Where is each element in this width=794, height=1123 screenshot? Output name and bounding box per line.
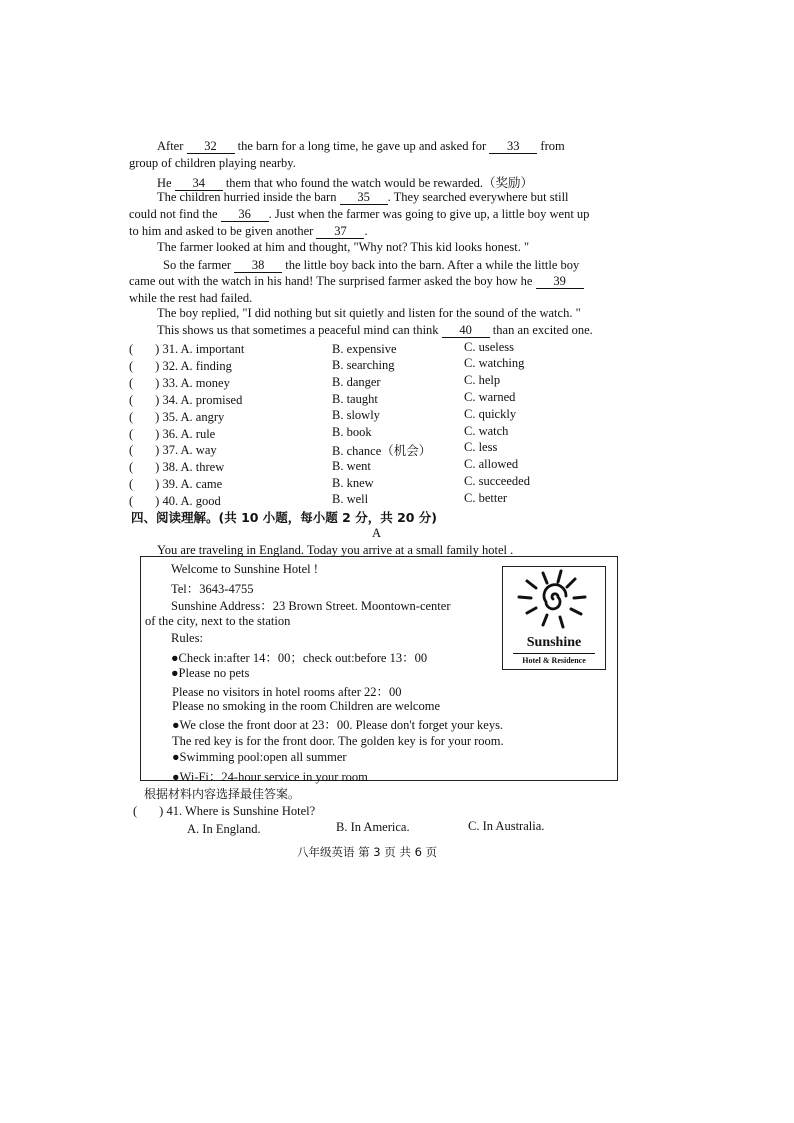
- q41-option-c: C. In Australia.: [468, 819, 545, 833]
- q34-option-b: B. taught: [332, 392, 378, 406]
- q37-option-b: B. chance（机会）: [332, 444, 432, 458]
- q32-option-b: B. searching: [332, 358, 395, 372]
- q38-option-c: C. allowed: [464, 457, 519, 471]
- q35-option-b: B. slowly: [332, 408, 380, 422]
- blank-33: 33: [489, 140, 537, 154]
- section-title: 四、阅读理解。(共 10 小题，每小题 2 分，共 20 分): [131, 510, 438, 525]
- hotel-tel: Tel：3643-4755: [171, 582, 254, 596]
- blank-36: 36: [221, 208, 269, 222]
- passage-line-9: came out with the watch in his hand! The surprised farmer asked the boy how he 39: [129, 274, 584, 289]
- logo-divider: [513, 653, 595, 654]
- passage-line-8: So the farmer 38 the little boy back into the barn. After a while the little boy: [163, 258, 580, 272]
- question-41: ( ) 41. Where is Sunshine Hotel?: [133, 804, 316, 818]
- passage-line-12: This shows us that sometimes a peaceful mind can think 40 than an excited one.: [157, 323, 593, 337]
- hotel-rules-label: Rules:: [171, 631, 203, 645]
- q34-option-c: C. warned: [464, 390, 516, 404]
- q33-option-b: B. danger: [332, 375, 381, 389]
- passage-line-11: The boy replied, "I did nothing but sit quietly and listen for the sound of the watch. ": [157, 306, 581, 320]
- q39-option-b: B. knew: [332, 476, 374, 490]
- question-39: ( ) 39. A. came: [129, 477, 223, 491]
- passage-line-5: could not find the 36 . Just when the farmer was going to give up, a little boy went up: [129, 207, 590, 221]
- blank-34: 34: [175, 177, 223, 191]
- question-35: ( ) 35. A. angry: [129, 410, 225, 424]
- part-letter: A: [372, 526, 382, 540]
- reading-intro: You are traveling in England. Today you arrive at a small family hotel .: [157, 543, 514, 557]
- blank-38: 38: [234, 259, 282, 273]
- blank-35: 35: [340, 191, 388, 205]
- q31-option-b: B. expensive: [332, 342, 397, 356]
- passage-line-3: He 34 them that who found the watch would be rewarded.（奖励）: [157, 176, 534, 190]
- q39-option-c: C. succeeded: [464, 474, 530, 488]
- question-38: ( ) 38. A. threw: [129, 460, 225, 474]
- q33-option-c: C. help: [464, 373, 501, 387]
- question-33: ( ) 33. A. money: [129, 376, 230, 390]
- q35-option-c: C. quickly: [464, 407, 517, 421]
- page-footer: 八年级英语 第 3 页 共 6 页: [297, 845, 438, 859]
- instruction: 根据材料内容选择最佳答案。: [144, 787, 301, 801]
- blank-39: 39: [536, 275, 584, 289]
- passage-line-6: to him and asked to be given another 37 .: [129, 224, 368, 238]
- q38-option-b: B. went: [332, 459, 371, 473]
- passage-line-4: The children hurried inside the barn 35 . They searched everywhere but still: [157, 190, 569, 204]
- question-37: ( ) 37. A. way: [129, 443, 217, 457]
- q36-option-c: C. watch: [464, 424, 509, 438]
- logo-subtitle: Hotel & Residence: [522, 656, 586, 665]
- hotel-rule-pets: ●Please no pets: [171, 666, 250, 680]
- q31-option-c: C. useless: [464, 340, 514, 354]
- passage-line-7: The farmer looked at him and thought, "Why not? This kid looks honest. ": [157, 240, 530, 254]
- hotel-rule-checkin: ●Check in:after 14：00；check out:before 13：00: [171, 651, 428, 665]
- sun-icon: [503, 567, 605, 633]
- hotel-rule-wifi: ●Wi-Fi：24-hour service in your room: [172, 770, 368, 784]
- blank-40: 40: [442, 324, 490, 338]
- question-32: ( ) 32. A. finding: [129, 359, 232, 373]
- question-40: ( ) 40. A. good: [129, 494, 221, 508]
- passage-line-10: while the rest had failed.: [129, 291, 253, 305]
- q32-option-c: C. watching: [464, 356, 525, 370]
- hotel-rule-smoking: Please no smoking in the room Children are welcome: [172, 699, 440, 713]
- question-36: ( ) 36. A. rule: [129, 427, 216, 441]
- hotel-rule-keys: The red key is for the front door. The golden key is for your room.: [172, 734, 504, 748]
- q40-option-b: B. well: [332, 492, 369, 506]
- hotel-rule-door: ●We close the front door at 23：00. Please don't forget your keys.: [172, 718, 504, 732]
- hotel-welcome: Welcome to Sunshine Hotel !: [171, 562, 318, 576]
- q41-option-a: A. In England.: [187, 822, 261, 836]
- hotel-rule-pool: ●Swimming pool:open all summer: [172, 750, 347, 764]
- q37-option-c: C. less: [464, 440, 498, 454]
- q36-option-b: B. book: [332, 425, 372, 439]
- blank-37: 37: [316, 225, 364, 239]
- sunshine-logo: [502, 566, 606, 670]
- q41-option-b: B. In America.: [336, 820, 410, 834]
- blank-32: 32: [187, 140, 235, 154]
- q40-option-c: C. better: [464, 491, 508, 505]
- hotel-address: Sunshine Address：23 Brown Street. Moontown-center: [171, 599, 451, 613]
- question-31: ( ) 31. A. important: [129, 342, 245, 356]
- passage-line-2: group of children playing nearby.: [129, 156, 296, 170]
- hotel-address-cont: of the city, next to the station: [145, 614, 291, 628]
- logo-title: Sunshine: [526, 635, 582, 650]
- question-34: ( ) 34. A. promised: [129, 393, 243, 407]
- hotel-rule-visitors: Please no visitors in hotel rooms after 22：00: [172, 685, 402, 699]
- passage-line-1: After 32 the barn for a long time, he gave up and asked for 33 from: [157, 139, 565, 153]
